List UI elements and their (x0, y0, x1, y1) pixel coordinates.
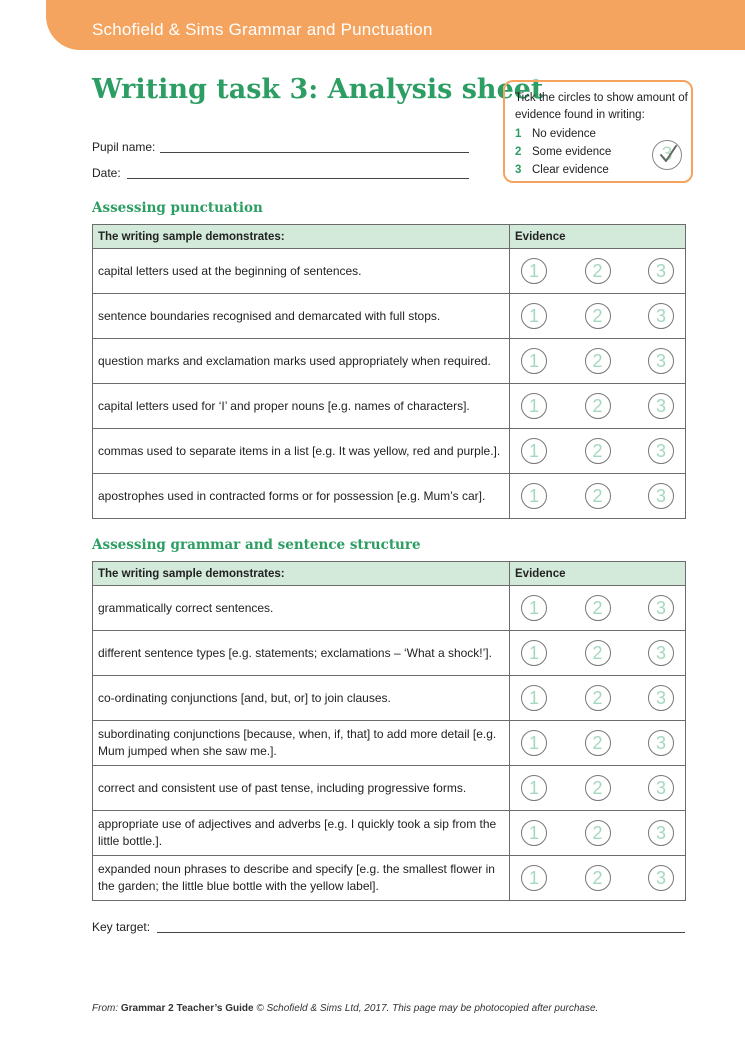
evidence-circle-2[interactable]: 2 (585, 640, 611, 666)
evidence-cell (510, 631, 686, 676)
evidence-cell (510, 676, 686, 721)
evidence-circles (515, 483, 680, 509)
evidence-circles (515, 303, 680, 329)
criterion-text: capital letters used at the beginning of sentences. (93, 249, 510, 294)
evidence-cell (510, 766, 686, 811)
date-field[interactable] (127, 178, 469, 179)
evidence-circle-3[interactable]: 3 (648, 775, 674, 801)
evidence-circle-1[interactable]: 1 (521, 775, 547, 801)
evidence-circle-1[interactable]: 1 (521, 595, 547, 621)
criterion-text: different sentence types [e.g. statements; exclamations – ‘What a shock!’]. (93, 631, 510, 676)
evidence-circle-2[interactable]: 2 (585, 820, 611, 846)
criterion-text: correct and consistent use of past tense, including progressive forms. (93, 766, 510, 811)
evidence-cell (510, 721, 686, 766)
evidence-circle-2[interactable]: 2 (585, 865, 611, 891)
evidence-column-header: Evidence (510, 562, 686, 586)
criterion-text: subordinating conjunctions [because, when, if, that] to add more detail [e.g. Mum jumped when she saw me.]. (93, 721, 510, 766)
criterion-text: co-ordinating conjunctions [and, but, or] to join clauses. (93, 676, 510, 721)
criterion-text: expanded noun phrases to describe and specify [e.g. the smallest flower in the garden; the little blue bottle with the yellow label]. (93, 856, 510, 901)
key-level-3 (515, 164, 609, 176)
evidence-circle-3[interactable]: 3 (648, 595, 674, 621)
table-row (93, 429, 686, 474)
evidence-circle-2[interactable]: 2 (585, 258, 611, 284)
evidence-circle-1[interactable]: 1 (521, 685, 547, 711)
evidence-circle-1[interactable]: 1 (521, 258, 547, 284)
page-title: Writing task 3: Analysis sheet (92, 74, 544, 105)
evidence-circle-3[interactable]: 3 (648, 348, 674, 374)
evidence-key-box (503, 80, 693, 183)
evidence-circle-2[interactable]: 2 (585, 348, 611, 374)
table-row (93, 766, 686, 811)
criterion-text: capital letters used for ‘I’ and proper nouns [e.g. names of characters]. (93, 384, 510, 429)
evidence-cell (510, 339, 686, 384)
footer-prefix: From: (92, 1003, 121, 1014)
evidence-circles (515, 865, 680, 891)
date-label: Date: (92, 166, 121, 180)
pupil-name-field[interactable] (160, 152, 469, 153)
evidence-circle-1[interactable]: 1 (521, 438, 547, 464)
evidence-circle-3[interactable]: 3 (648, 303, 674, 329)
key-intro: Tick the circles to show amount of evidence found in writing: (515, 92, 688, 121)
evidence-circle-1[interactable]: 1 (521, 820, 547, 846)
evidence-cell (510, 586, 686, 631)
evidence-circle-3[interactable]: 3 (648, 438, 674, 464)
evidence-circles (515, 595, 680, 621)
evidence-circle-2[interactable]: 2 (585, 595, 611, 621)
evidence-cell (510, 811, 686, 856)
key-level-1 (515, 128, 596, 140)
evidence-circle-3[interactable]: 3 (648, 640, 674, 666)
table-row (93, 294, 686, 339)
evidence-cell (510, 294, 686, 339)
evidence-circles (515, 438, 680, 464)
evidence-circle-3[interactable]: 3 (648, 258, 674, 284)
table-row (93, 474, 686, 519)
table-row (93, 586, 686, 631)
key-level-label: Clear evidence (532, 164, 609, 176)
evidence-cell (510, 429, 686, 474)
evidence-circle-1[interactable]: 1 (521, 640, 547, 666)
evidence-circles (515, 775, 680, 801)
evidence-circle-1[interactable]: 1 (521, 865, 547, 891)
evidence-circle-1[interactable]: 1 (521, 303, 547, 329)
grammar-table (92, 561, 686, 901)
statement-column-header: The writing sample demonstrates: (93, 562, 510, 586)
criterion-text: sentence boundaries recognised and demarcated with full stops. (93, 294, 510, 339)
evidence-circles (515, 640, 680, 666)
key-level-2 (515, 146, 611, 158)
table-row (93, 811, 686, 856)
evidence-circle-2[interactable]: 2 (585, 685, 611, 711)
header-band (46, 0, 745, 50)
criterion-text: question marks and exclamation marks used appropriately when required. (93, 339, 510, 384)
table-header-row (93, 562, 686, 586)
evidence-circle-1[interactable]: 1 (521, 348, 547, 374)
evidence-column-header: Evidence (510, 225, 686, 249)
ticked-circle-example (652, 140, 682, 170)
punctuation-table (92, 224, 686, 519)
table-row (93, 384, 686, 429)
evidence-cell (510, 474, 686, 519)
evidence-circles (515, 730, 680, 756)
evidence-circle-2[interactable]: 2 (585, 438, 611, 464)
criterion-text: apostrophes used in contracted forms or for possession [e.g. Mum’s car]. (93, 474, 510, 519)
example-digit: 3 (661, 144, 673, 165)
table-header-row (93, 225, 686, 249)
grammar-heading: Assessing grammar and sentence structure (92, 537, 421, 553)
evidence-circle-3[interactable]: 3 (648, 685, 674, 711)
evidence-cell (510, 249, 686, 294)
tick-icon (656, 143, 680, 167)
table-row (93, 676, 686, 721)
footer-credit (92, 1003, 598, 1014)
evidence-circle-2[interactable]: 2 (585, 393, 611, 419)
table-row (93, 631, 686, 676)
criterion-text: appropriate use of adjectives and adverbs [e.g. I quickly took a sip from the little bottle.]. (93, 811, 510, 856)
evidence-circle-3[interactable]: 3 (648, 820, 674, 846)
key-level-number: 2 (515, 146, 522, 158)
evidence-circles (515, 348, 680, 374)
evidence-circles (515, 685, 680, 711)
evidence-circle-2[interactable]: 2 (585, 303, 611, 329)
key-target-field[interactable] (157, 932, 685, 933)
key-level-label: Some evidence (532, 146, 612, 158)
evidence-circle-1[interactable]: 1 (521, 393, 547, 419)
key-level-number: 3 (515, 164, 522, 176)
criterion-text: grammatically correct sentences. (93, 586, 510, 631)
evidence-circles (515, 258, 680, 284)
punctuation-heading: Assessing punctuation (92, 200, 263, 216)
evidence-circle-3[interactable]: 3 (648, 483, 674, 509)
table-row (93, 249, 686, 294)
evidence-circle-2[interactable]: 2 (585, 483, 611, 509)
criterion-text: commas used to separate items in a list [e.g. It was yellow, red and purple.]. (93, 429, 510, 474)
evidence-circle-1[interactable]: 1 (521, 730, 547, 756)
table-row (93, 856, 686, 901)
evidence-circles (515, 393, 680, 419)
table-row (93, 721, 686, 766)
footer-suffix: © Schofield & Sims Ltd, 2017. This page may be photocopied after purchase. (253, 1003, 599, 1014)
evidence-circle-3[interactable]: 3 (648, 393, 674, 419)
key-level-label: No evidence (532, 128, 596, 140)
statement-column-header: The writing sample demonstrates: (93, 225, 510, 249)
evidence-circle-2[interactable]: 2 (585, 730, 611, 756)
evidence-circle-1[interactable]: 1 (521, 483, 547, 509)
evidence-cell (510, 384, 686, 429)
footer-book-title: Grammar 2 Teacher’s Guide (120, 1003, 254, 1014)
key-target-label: Key target: (92, 920, 151, 934)
evidence-cell (510, 856, 686, 901)
table-row (93, 339, 686, 384)
evidence-circle-3[interactable]: 3 (648, 865, 674, 891)
evidence-circles (515, 820, 680, 846)
key-level-number: 1 (515, 128, 522, 140)
pupil-name-label: Pupil name: (92, 140, 156, 154)
evidence-circle-2[interactable]: 2 (585, 775, 611, 801)
series-title: Schofield & Sims Grammar and Punctuation (92, 20, 433, 39)
evidence-circle-3[interactable]: 3 (648, 730, 674, 756)
